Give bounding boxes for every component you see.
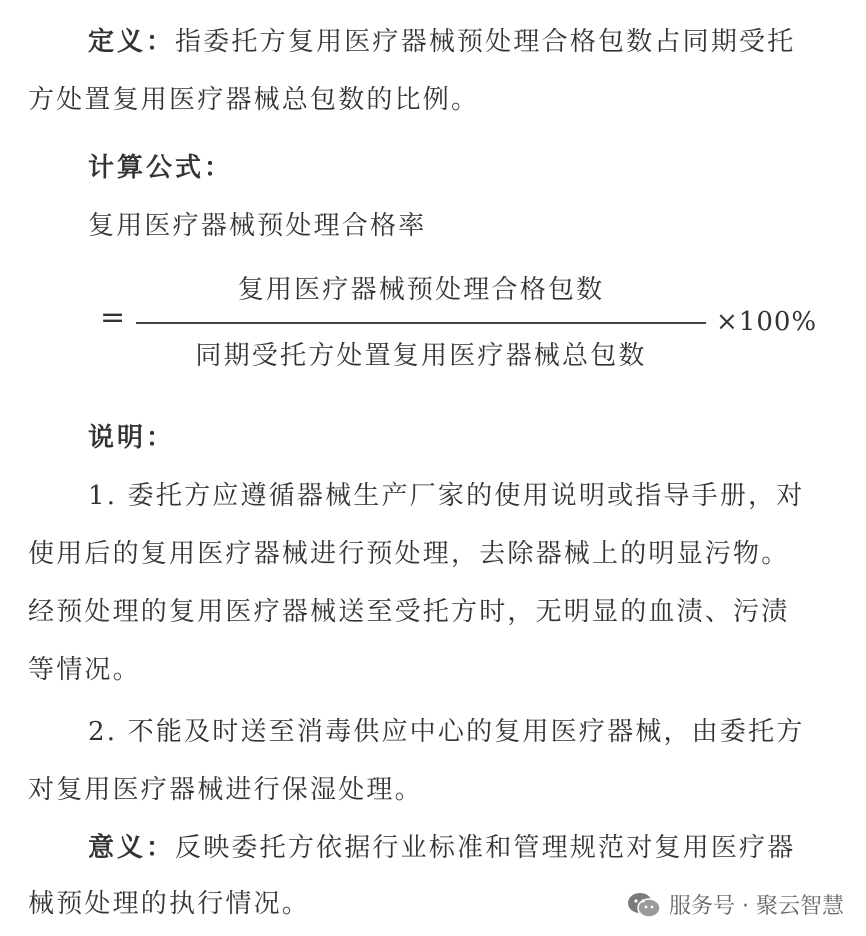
significance-label: 意义： (88, 833, 176, 863)
fraction-bar (136, 322, 706, 324)
definition-line-1 (88, 26, 795, 58)
definition-label: 定义： (88, 27, 176, 57)
definition-text-1: 指委托方复用医疗器械预处理合格包数占同期受托 (175, 27, 796, 57)
formula-equals: = (100, 300, 126, 335)
formula-denominator: 同期受托方处置复用医疗器械总包数 (195, 341, 647, 371)
notes-item1-line-4: 等情况。 (28, 655, 141, 685)
definition-text-2: 方处置复用医疗器械总包数的比例。 (28, 85, 480, 115)
significance-text-1: 反映委托方依据行业标准和管理规范对复用医疗器 (175, 833, 796, 863)
formula-name: 复用医疗器械预处理合格率 (88, 211, 427, 241)
wechat-icon (627, 892, 661, 918)
formula-label: 计算公式： (88, 153, 234, 183)
notes-item1-line-2: 使用后的复用医疗器械进行预处理，去除器械上的明显污物。 (28, 539, 790, 569)
notes-item1-line-3: 经预处理的复用医疗器械送至受托方时，无明显的血渍、污渍 (28, 597, 790, 627)
watermark (627, 889, 844, 920)
formula-multiplier: ×100% (716, 307, 818, 337)
notes-item2-line-1: 2. 不能及时送至消毒供应中心的复用医疗器械，由委托方 (88, 717, 805, 747)
significance-text-2: 械预处理的执行情况。 (28, 889, 311, 919)
notes-label: 说明： (88, 423, 176, 453)
notes-item2-line-2: 对复用医疗器械进行保湿处理。 (28, 775, 423, 805)
notes-item1-line-1: 1. 委托方应遵循器械生产厂家的使用说明或指导手册，对 (88, 481, 805, 511)
significance-line-1 (88, 832, 795, 864)
formula-numerator: 复用医疗器械预处理合格包数 (237, 275, 605, 305)
watermark-text: 服务号 · 聚云智慧 (669, 894, 844, 919)
